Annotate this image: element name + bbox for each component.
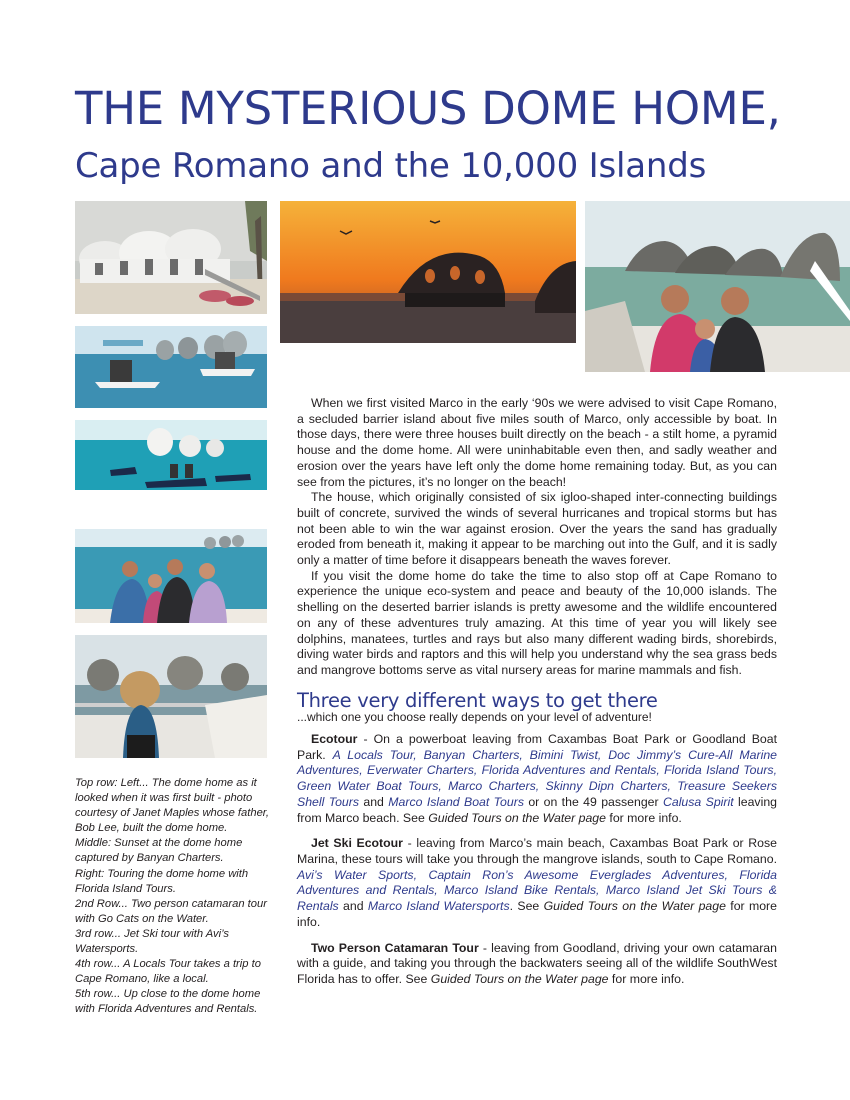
paragraph-ecosystem: If you visit the dome home do take the time to also stop off at Cape Romano to experience the unique eco-system and peace and beauty of the 10,000 islands. The shelling on the deserted barrier islands is pretty awesome and the wildlife encountered on any of these adventures truly amazing. At this time of year you will likely see dolphins, manatees, turtles and rays but also many different wading birds, shorebirds, diving water birds and raptors and this will help you understand why the sea grass beds and mangrove bottoms serve as vital nursery areas for marine mammals and fish. [297,568,777,677]
tour-ecotour-vessel[interactable]: Calusa Spirit [662,794,734,809]
tour-ecotour-guide-ref: Guided Tours on the Water page [428,810,606,825]
tour-jet-ski: Jet Ski Ecotour - leaving from Marco’s main beach, Caxambas Boat Park or Rose Marina, these tours will take you through the mangrove islands, south to Cape Romano. Avi’s Water Sports, Captain Ron’s Awesome Everglades Adventures, Florida Adventures and Rentals, Marco Island Bike Rentals, Marco Island Jet Ski Tours & Rentals and Marco Island Watersports. See Guided Tours on the Water page for more info. [297,836,777,929]
paragraph-intro: When we first visited Marco in the early ‘90s we were advised to visit Cape Romano, a secluded barrier island about five miles south of Marco, only accessible by boat. In those days, there were three houses built directly on the beach - a stilt home, a pyramid house and the dome home. All were uninhabitable even then, and sadly weather and erosion over the years have left only the dome home remaining today. But, as you can see from the pictures, it’s no longer on the beach! [297,396,777,489]
tour-jet-ski-guide-ref: Guided Tours on the Water page [543,899,726,914]
caption-top-right: Right: Touring the dome home with Florida Island Tours. [75,867,249,895]
tour-jet-ski-operator-last[interactable]: Marco Island Watersports [367,899,510,914]
section-title: Three very different ways to get there [297,688,658,712]
section-lead: ...which one you choose really depends on your level of adventure! [297,710,652,725]
photo-catamaran-tour [75,326,267,408]
photo-touring-family [585,201,850,372]
tour-catamaran-name: Two Person Catamaran Tour [311,940,479,955]
tour-ecotour-operators[interactable]: A Locals Tour, Banyan Charters, Bimini Twist, Doc Jimmy’s Cure-All Marine Adventures, Everwater Charters, Florida Adventures and Rentals, Florida Island Tours, Green Water Boat Tours, Marco Charters, Skinny Dipn Charters, Treasure Seekers Shell Tours [297,747,777,809]
page-title: THE MYSTERIOUS DOME HOME, [75,82,781,135]
photo-captions [75,776,270,1018]
tour-ecotour-operator-last[interactable]: Marco Island Boat Tours [388,794,524,809]
tour-catamaran: Two Person Catamaran Tour - leaving from Goodland, driving your own catamaran with a guide, and taking you through the backwaters seeing all of the wildlife SouthWest Florida has to offer. See Guided Tours on the Water page for more info. [297,940,777,986]
tour-jet-ski-name: Jet Ski Ecotour [311,836,403,851]
paragraph-erosion: The house, which originally consisted of six igloo-shaped inter-connecting buildings built of concrete, survived the winds of several hurricanes and tropical storms but has not been able to win the war against erosion. Over the years the sand has gradually eroded from beneath it, making it appear to be marching out into the Gulf, and it is sadly only a matter of time before it disappears beneath the waves forever. [297,490,777,568]
caption-top-left: Top row: Left... The dome home as it looked when it was first built - photo courtesy of Janet Maples whose father, Bob Lee, built the dome home. [75,777,270,835]
tour-ecotour: Ecotour - On a powerboat leaving from Caxambas Boat Park or Goodland Boat Park. A Locals Tour, Banyan Charters, Bimini Twist, Doc Jimmy’s Cure-All Marine Adventures, Everwater Charters, Florida Adventures and Rentals, Florida Island Tours, Green Water Boat Tours, Marco Charters, Skinny Dipn Charters, Treasure Seekers Shell Tours and Marco Island Boat Tours or on the 49 passenger Calusa Spirit leaving from Marco beach. See Guided Tours on the Water page for more info. [297,732,777,825]
caption-top-middle: Middle: Sunset at the dome home captured by Banyan Charters. [75,837,243,865]
tour-catamaran-guide-ref: Guided Tours on the Water page [430,971,609,986]
photo-sunset-dome [280,201,576,343]
page-subtitle: Cape Romano and the 10,000 Islands [75,146,707,186]
tour-jet-ski-operators[interactable]: Avi’s Water Sports, Captain Ron’s Awesome Everglades Adventures, Florida Adventures and Rentals, Marco Island Bike Rentals, Marco Island Jet Ski Tours & Rentals [297,867,777,914]
photo-dome-home-original [75,201,267,314]
photo-jet-ski-tour [75,420,267,490]
caption-row-4: 4th row... A Locals Tour takes a trip to Cape Romano, like a local. [75,958,261,986]
caption-row-5: 5th row... Up close to the dome home with Florida Adventures and Rentals. [75,988,261,1016]
tour-ecotour-name: Ecotour [311,732,358,747]
photo-woman-hat [75,635,267,758]
article-body [297,396,777,998]
photo-locals-tour [75,529,267,623]
caption-row-2: 2nd Row... Two person catamaran tour with Go Cats on the Water. [75,897,267,925]
caption-row-3: 3rd row... Jet Ski tour with Avi’s Watersports. [75,927,229,956]
